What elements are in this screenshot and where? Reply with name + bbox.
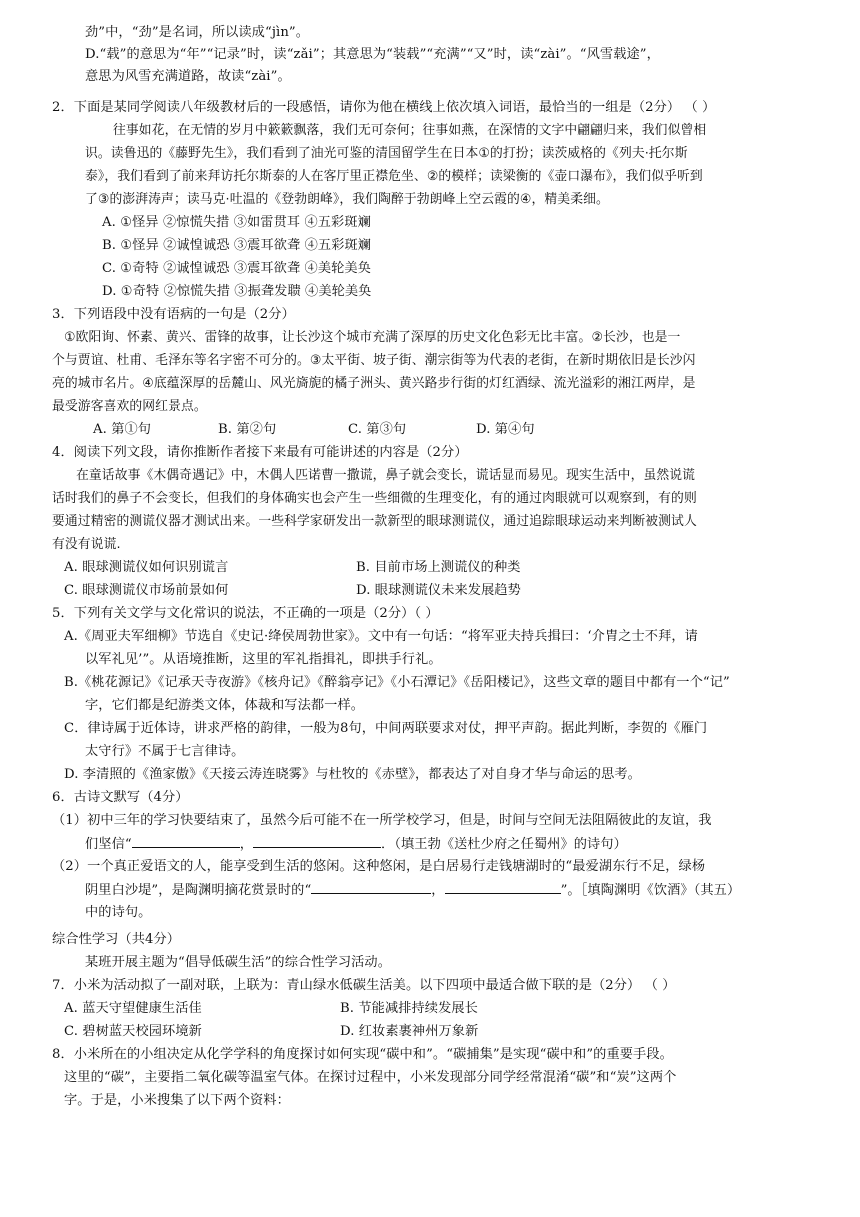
text-line: 这里的“碳”，主要指二氧化碳等温室气体。在探讨过程中，小米发现部分同学经常混淆“碳”和“炭”这两个 [64,1070,677,1085]
text-segment: ”。［填陶渊明《饮酒》（其五） [560,883,741,898]
question-3-stem: 3．下列语段中没有语病的一句是（2分） [52,307,295,322]
option-c: C. ①奇特 ②诚惶诚恐 ③震耳欲聋 ④美轮美奂 [102,261,371,276]
option-d: D. 红妆素裹神州万象新 [340,1024,479,1039]
option-a: A. ①怪异 ②惊慌失措 ③如雷贯耳 ④五彩斑斓 [102,215,371,230]
answer-blank[interactable] [132,833,240,848]
question-6-2: （2）一个真正爱语文的人，能享受到生活的悠闲。这种悠闲，是白居易行走钱塘湖时的“最爱湖东行不足，绿杨 [52,859,706,874]
option-b: B. 第②句 [218,422,277,437]
text-line: D.“载”的意思为“年”“记录”时，读“zǎi”；其意思为“装载”“充满”“又”时，读“zài”。“风雪载途”， [85,47,660,62]
passage-line: 有没有说谎. [52,537,121,552]
option-a: A. 第①句 [93,422,152,437]
option-a: A. 蓝天守望健康生活佳 [64,1001,202,1016]
passage-line: ①欧阳询、怀素、黄兴、雷锋的故事，让长沙这个城市充满了深厚的历史文化色彩无比丰富。②长沙，也是一 [64,330,681,345]
text-line: 意思为风雪充满道路，故读“zài”。 [85,69,291,84]
text-segment: ， [239,837,254,852]
option-b: B.《桃花源记》《记承天寺夜游》《核舟记》《醉翁亭记》《小石潭记》《岳阳楼记》，这些文章的题目中都有一个“记” [64,675,730,690]
question-6-2-blanks [85,879,740,902]
passage-line: 泰》，我们看到了前来拜访托尔斯泰的人在客厅里正襟危坐、②的模样；读梁衡的《壶口瀑布》，我们似乎听到 [85,169,703,184]
passage-line: 识。读鲁迅的《藤野先生》，我们看到了油光可鉴的清国留学生在日本①的打扮；读茨威格的《列夫·托尔斯 [85,146,688,161]
text-line: 劲”中，“劲”是名词，所以读成“jìn”。 [85,25,310,40]
text-segment: ．（填王勃《送杜少府之任蜀州》的诗句） [381,837,627,852]
passage-line: 话时我们的鼻子不会变长，但我们的身体确实也会产生一些细微的生理变化，有的通过肉眼就可以观察到，有的则 [52,491,697,506]
section-intro: 某班开展主题为“倡导低碳生活”的综合性学习活动。 [85,955,392,970]
question-6-1: （1）初中三年的学习快要结束了，虽然今后可能不在一所学校学习，但是，时间与空间无法阻隔彼此的友谊，我 [52,813,712,828]
question-6-1-blanks [85,833,627,856]
option-c-cont: 太守行》不属于七言律诗。 [85,744,245,759]
question-6-stem: 6．古诗文默写（4分） [52,790,189,805]
passage-line: 在童话故事《木偶奇遇记》中，木偶人匹诺曹一撒谎，鼻子就会变长，谎话显而易见。现实生活中，虽然说谎 [76,468,696,483]
question-7-stem: 7．小米为活动拟了一副对联，上联为：青山绿水低碳生活美。以下四项中最适合做下联的是（2分） （ ） [52,978,676,993]
question-8-stem: 8．小米所在的小组决定从化学学科的角度探讨如何实现“碳中和”。“碳捕集”是实现“碳中和”的重要手段。 [52,1047,673,1062]
text-segment: 们坚信“ [85,837,132,852]
option-c: C．律诗属于近体诗，讲求严格的韵律，一般为8句，中间两联要求对仗，押平声韵。据此判断，李贺的《雁门 [64,721,708,736]
option-d: D. 第④句 [476,422,535,437]
text-segment: 阴里白沙堤”，是陶渊明摘花赏景时的“ [85,883,312,898]
option-c: C. 碧树蓝天校园环境新 [64,1024,202,1039]
option-b: B. 节能减排持续发展长 [340,1001,478,1016]
option-d: D. 李清照的《渔家傲》《天接云涛连晓雾》与杜牧的《赤壁》，都表达了对自身才华与命运的思考。 [64,767,641,782]
question-4-stem: 4．阅读下列文段，请你推断作者接下来最有可能讲述的内容是（2分） [52,445,468,460]
option-c: C. 眼球测谎仪市场前景如何 [64,583,229,598]
passage-line: 个与贾谊、杜甫、毛泽东等名字密不可分的。③太平街、坡子街、潮宗街等为代表的老街，在新时期依旧是长沙闪 [52,353,696,368]
passage-line: 要通过精密的测谎仪器才测试出来。一些科学家研发出一款新型的眼球测谎仪，通过追踪眼球运动来判断被测试人 [52,514,697,529]
answer-blank[interactable] [445,879,561,894]
passage-line: 亮的城市名片。④底蕴深厚的岳麓山、风光旖旎的橘子洲头、黄兴路步行街的灯红酒绿、流光溢彩的湘江两岸，是 [52,376,696,391]
text-segment: ， [431,883,445,898]
text-line: 中的诗句。 [85,905,152,920]
option-d: D. ①奇特 ②惊慌失措 ③振聋发聩 ④美轮美奂 [102,284,372,299]
option-b-cont: 字，它们都是纪游类文体，体裁和写法都一样。 [85,698,365,713]
passage-line: 最受游客喜欢的网红景点。 [52,399,207,414]
option-b: B. ①怪异 ②诚惶诚恐 ③震耳欲聋 ④五彩斑斓 [102,238,372,253]
answer-blank[interactable] [311,879,431,894]
option-b: B. 目前市场上测谎仪的种类 [356,560,521,575]
answer-blank[interactable] [253,833,381,848]
text-line: 字。于是，小米搜集了以下两个资料： [64,1093,290,1108]
option-a: A. 眼球测谎仪如何识别谎言 [64,560,229,575]
question-2-stem: 2．下面是某同学阅读八年级教材后的一段感悟，请你为他在横线上依次填入词语，最恰当的一组是（2分） （ ） [52,100,716,115]
section-heading: 综合性学习（共4分） [52,932,181,947]
option-a: A.《周亚夫军细柳》节选自《史记·绛侯周勃世家》。文中有一句话：“将军亚夫持兵揖曰：‘介胄之士不拜，请 [64,629,698,644]
option-d: D. 眼球测谎仪未来发展趋势 [356,583,521,598]
option-c: C. 第③句 [348,422,407,437]
option-a-cont: 以军礼见’”。从语境推断，这里的军礼指揖礼，即拱手行礼。 [85,652,442,667]
passage-line: 了③的澎湃涛声；读马克·吐温的《登勃朗峰》，我们陶醉于勃朗峰上空云霞的④，精美柔细。 [85,192,609,207]
passage-line: 往事如花，在无情的岁月中簌簌飘落，我们无可奈何；往事如燕，在深情的文字中翩翩归来，我们似曾相 [113,123,707,138]
question-5-stem: 5．下列有关文学与文化常识的说法，不正确的一项是（2分）（ ） [52,606,439,621]
